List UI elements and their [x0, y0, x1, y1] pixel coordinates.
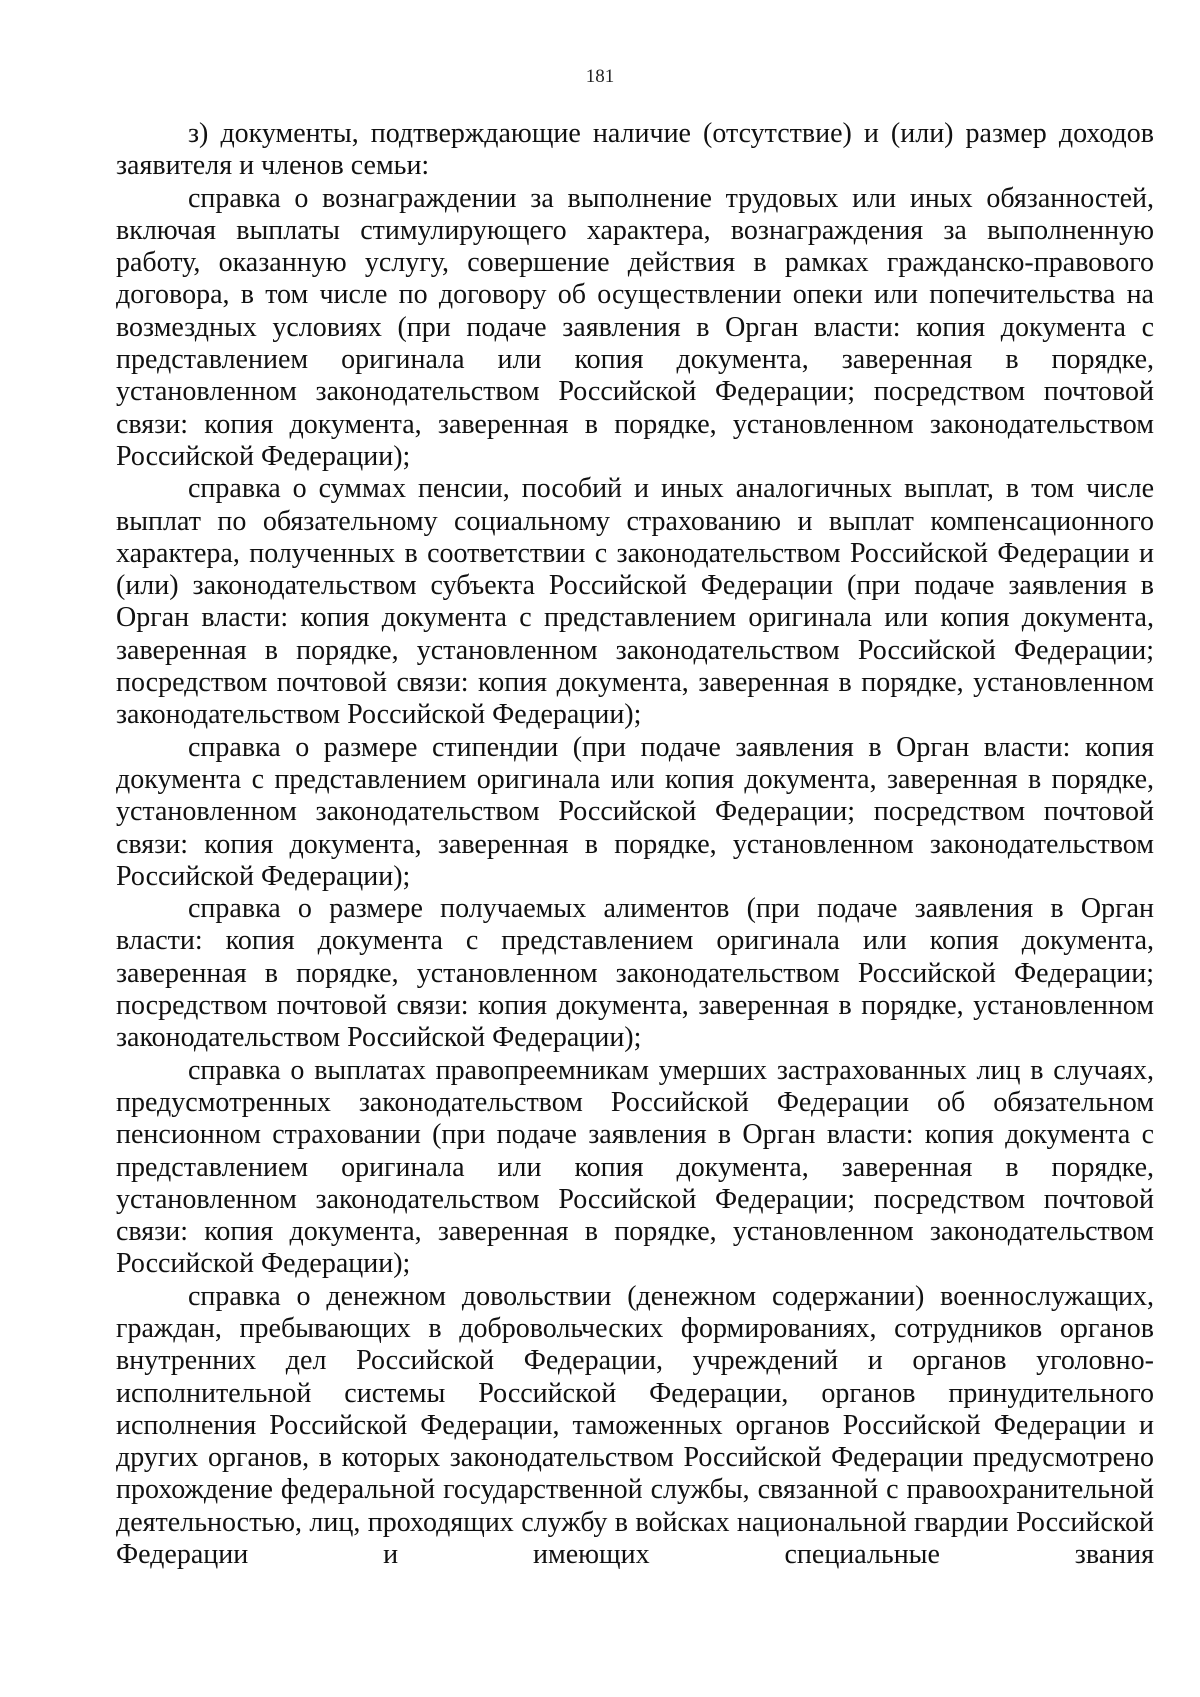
page-number: 181 — [585, 66, 615, 87]
paragraph-scholarship-certificate: справка о размере стипендии (при подаче заявления в Орган власти: копия документа с представлением оригинала или копия документа, заверенная в порядке, установленном законодательством Российской Федерации; посредством почтовой связи: копия документа, заверенная в порядке, установленном законодательством Российской Федерации); — [116, 731, 1154, 892]
paragraph-successor-payments-certificate: справка о выплатах правопреемникам умерших застрахованных лиц в случаях, предусмотренных законодательством Российской Федерации об обязательном пенсионном страховании (при подаче заявления в Орган власти: копия документа с представлением оригинала или копия документа, заверенная в порядке, установленном законодательством Российской Федерации; посредством почтовой связи: копия документа, заверенная в порядке, установленном законодательством Российской Федерации); — [116, 1054, 1154, 1280]
paragraph-remuneration-certificate: справка о вознаграждении за выполнение трудовых или иных обязанностей, включая выплаты стимулирующего характера, вознаграждения за выполненную работу, оказанную услугу, совершение действия в рамках гражданско-правового договора, в том числе по договору об осуществлении опеки или попечительства на возмездных условиях (при подаче заявления в Орган власти: копия документа с представлением оригинала или копия документа, заверенная в порядке, установленном законодательством Российской Федерации; посредством почтовой связи: копия документа, заверенная в порядке, установленном законодательством Российской Федерации); — [116, 182, 1154, 472]
paragraph-pension-benefits-certificate: справка о суммах пенсии, пособий и иных аналогичных выплат, в том числе выплат по обязательному социальному страхованию и выплат компенсационного характера, полученных в соответствии с законодательством Российской Федерации и (или) законодательством субъекта Российской Федерации (при подаче заявления в Орган власти: копия документа с представлением оригинала или копия документа, заверенная в порядке, установленном законодательством Российской Федерации; посредством почтовой связи: копия документа, заверенная в порядке, установленном законодательством Российской Федерации); — [116, 473, 1154, 731]
paragraph-monetary-allowance-certificate: справка о денежном довольствии (денежном содержании) военнослужащих, граждан, пребывающих в добровольческих формированиях, сотрудников органов внутренних дел Российской Федерации, учреждений и органов уголовно-исполнительной системы Российской Федерации, органов принудительного исполнения Российской Федерации, таможенных органов Российской Федерации и других органов, в которых законодательством Российской Федерации предусмотрено прохождение федеральной государственной службы, связанной с правоохранительной деятельностью, лиц, проходящих службу в войсках национальной гвардии Российской Федерации и имеющих специальные звания — [116, 1280, 1154, 1571]
document-body — [116, 118, 1154, 1571]
paragraph-income-documents: з) документы, подтверждающие наличие (отсутствие) и (или) размер доходов заявителя и членов семьи: — [116, 118, 1154, 182]
paragraph-alimony-certificate: справка о размере получаемых алиментов (при подаче заявления в Орган власти: копия документа с представлением оригинала или копия документа, заверенная в порядке, установленном законодательством Российской Федерации; посредством почтовой связи: копия документа, заверенная в порядке, установленном законодательством Российской Федерации); — [116, 893, 1154, 1054]
